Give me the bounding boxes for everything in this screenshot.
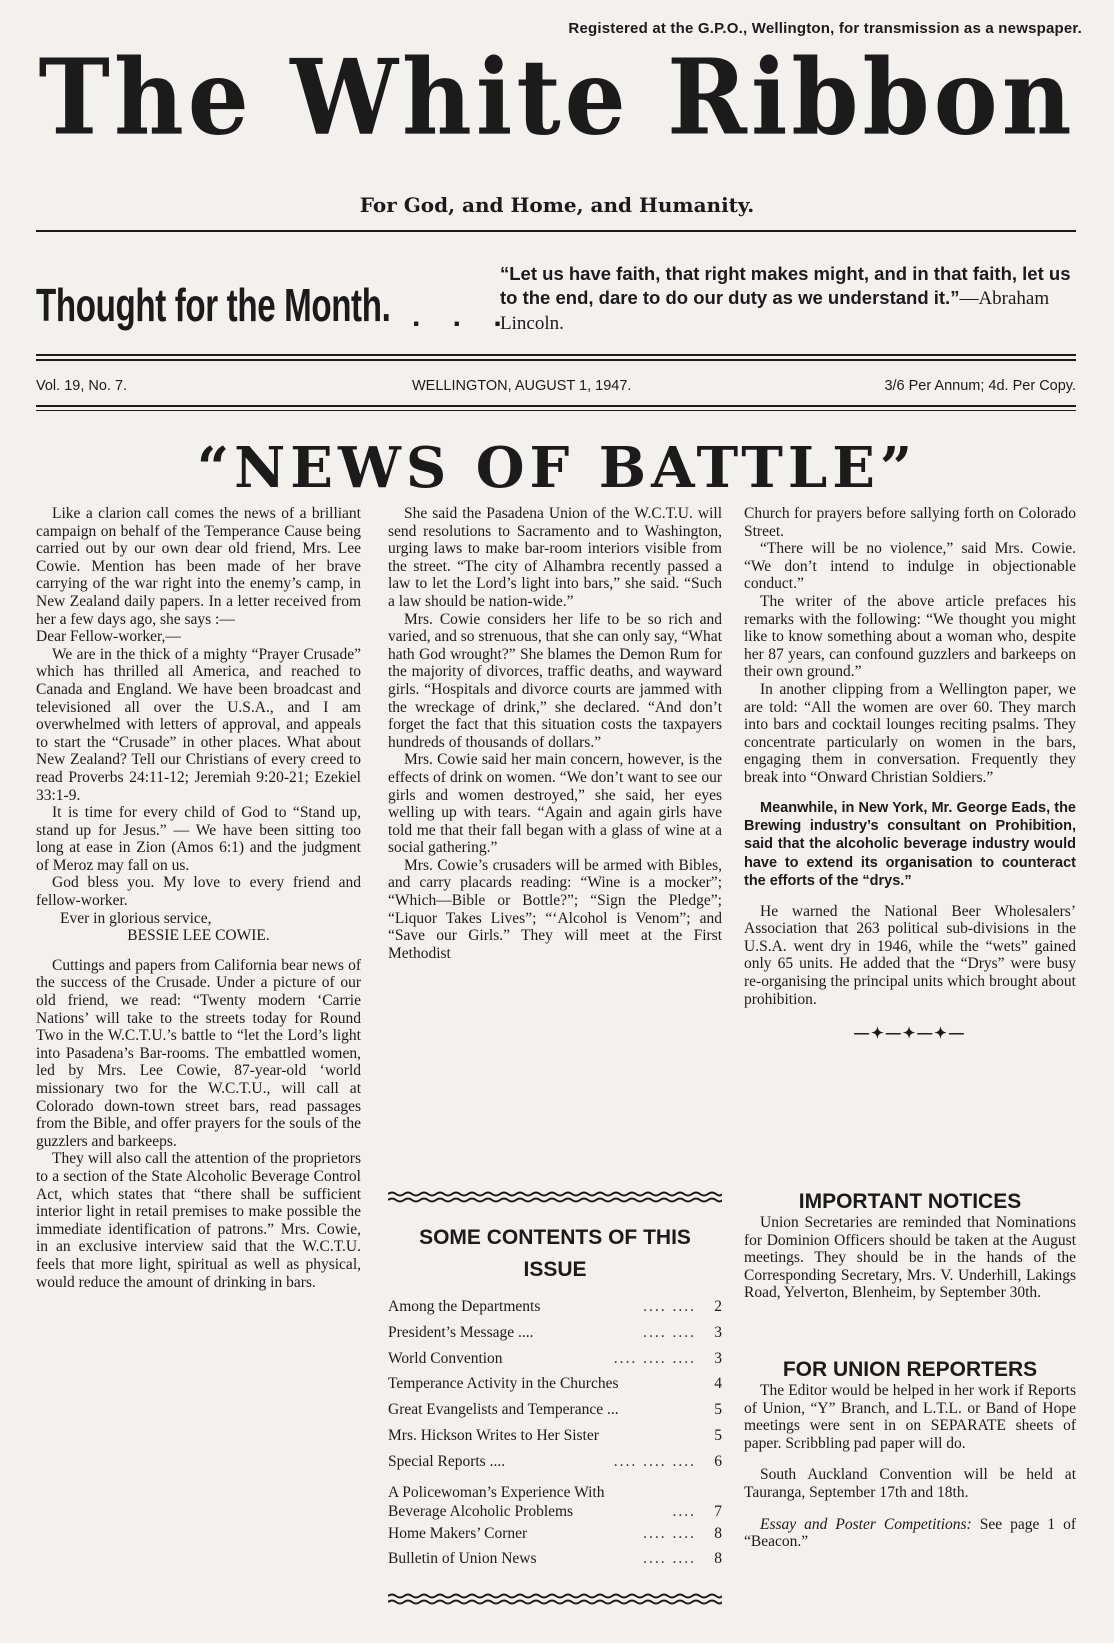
- reporters-text: The Editor would be helped in her work if Reports of Union, “Y” Branch, and L.T.L. or Band of Hope meetings were sent in on SEPARATE sheets of paper. Scribbling pad paper will do.: [744, 1382, 1076, 1452]
- competition-text: See page 1 of “Beacon.”: [744, 1515, 1076, 1551]
- contents-item: Special Reports .... .... .... .... 6: [388, 1452, 722, 1470]
- thought-title: Thought for the Month.: [36, 279, 391, 331]
- bold-paragraph: Meanwhile, in New York, Mr. George Eads, the Brewing industry’s consultant on Prohibition, said that the alcoholic beverage industry would have to extend its organisation to counteract the efforts of the “drys.”: [744, 799, 1076, 890]
- paragraph: Mrs. Cowie said her main concern, however, is the effects of drink on women. “We don’t want to see our girls and women destroyed,” she said, her eyes welling up with tears. “Again and again girls have told me that their fall began with a glass of wine at a social gathering.”: [388, 751, 722, 857]
- paragraph: Cuttings and papers from California bear news of the success of the Crusade. Under a picture of our old friend, we read: “Twenty modern ‘Carrie Nations’ will take to the streets today for Round Two in the W.C.T.U.’s battle to “let the Lord’s light into Pasadena’s Bar-rooms. The embattled women, led by Mrs. Lee Cowie, 87-year-old ‘world missionary two for the W.C.T.U., will call at Colorado down-town street bars, read passages from the Bible, and offer prayers for the souls of the guzzlers and barkeeps.: [36, 956, 361, 1150]
- thought-dots: . . .: [412, 300, 514, 333]
- contents-item: A Policewoman’s Experience With Beverage Alcoholic Problems .... 7: [388, 1483, 722, 1520]
- contents-item: World Convention .... .... .... 3: [388, 1349, 722, 1367]
- article-column-1: [36, 505, 361, 1291]
- ornament-divider: —✦—✦—✦—: [854, 1025, 966, 1043]
- price: 3/6 Per Annum; 4d. Per Copy.: [884, 378, 1076, 394]
- paragraph: Church for prayers before sallying forth on Colorado Street.: [744, 505, 1076, 540]
- contents-item: Home Makers’ Corner .... .... 8: [388, 1524, 722, 1542]
- top-rule: [36, 230, 1076, 232]
- issue-rule-top-1: [36, 354, 1076, 356]
- paragraph: In another clipping from a Wellington paper, we are told: “All the women are over 60. They march into bars and cocktail lounges reciting psalms. They concentrate particularly on women in the bars, engaging them in conversation. Frequently they break into “Onward Christian Soldiers.”: [744, 680, 1076, 786]
- issue-rule-bottom-1: [36, 405, 1076, 407]
- dateline: WELLINGTON, AUGUST 1, 1947.: [412, 378, 632, 394]
- union-reporters: [744, 1358, 1076, 1551]
- quote-attribution: —Abraham Lincoln.: [500, 288, 1050, 334]
- masthead-motto: For God, and Home, and Humanity.: [359, 193, 755, 217]
- letter-closing: Ever in glorious service,: [60, 909, 212, 927]
- paragraph: It is time for every child of God to “Stand up, stand up for Jesus.” — We have been sitting too long at ease in Zion (Amos 6:1) and the judgment of Meroz may fall on us.: [36, 804, 361, 874]
- article-column-3: [744, 505, 1076, 1042]
- article-column-2: [388, 505, 722, 962]
- paragraph: We are in the thick of a mighty “Prayer Crusade” which has thrilled all America, and reached to Canada and England. We have been broadcast and televisioned all over the U.S.A., and I am overwhelmed with letters of approval, and appeals to start the “Crusade” in other places. What about New Zealand? Tell our Christians of every creed to read Proverbs 24:11-12; Jeremiah 9:20-21; Ezekiel 33:1-9.: [36, 645, 361, 804]
- contents-item: Mrs. Hickson Writes to Her Sister 5: [388, 1426, 722, 1444]
- registration-line: Registered at the G.P.O., Wellington, for transmission as a newspaper.: [568, 20, 1082, 37]
- paragraph: She said the Pasadena Union of the W.C.T.U. will send resolutions to Sacramento and to Washington, urging laws to make bar-room interiors visible from the street. “The city of Alhambra recently passed a law to let the Lord’s light into bars,” she said. “Such a law should be nation-wide.”: [388, 505, 722, 610]
- notices-text: Union Secretaries are reminded that Nominations for Dominion Officers should be taken at the August meetings. They should be in the hands of the Corresponding Secretary, Mrs. V. Underhill, Lakings Road, Yelverton, Blenheim, by September 30th.: [744, 1214, 1076, 1302]
- contents-title: SOME CONTENTS OF THIS ISSUE: [419, 1226, 691, 1281]
- paragraph: Like a clarion call comes the news of a brilliant campaign on behalf of the Temperance Cause being carried out by our own dear old friend, Mrs. Lee Cowie. Mention has been made of her brave carrying of the war right into the enemy’s camp, in New Zealand daily papers. In a letter received from her a few days ago, she says :—: [36, 505, 361, 628]
- contents-item: President’s Message .... .... .... 3: [388, 1323, 722, 1341]
- contents-list: [388, 1298, 722, 1576]
- issue-rule-top-2: [36, 359, 1076, 361]
- contents-item: Temperance Activity in the Churches 4: [388, 1375, 722, 1393]
- quote-text: “Let us have faith, that right makes might, and in that faith, let us to the end, dare to do our duty as we understand it.”: [500, 263, 1071, 308]
- main-headline: “NEWS OF BATTLE”: [196, 435, 918, 501]
- important-notices: [744, 1190, 1076, 1302]
- paragraph: Mrs. Cowie’s crusaders will be armed with Bibles, and carry placards reading: “Wine is a mocker”; “Which—Bible or Bottle?”; “Sign the Pledge”; “Liquor Takes Lives”; “‘Alcohol is Venom”; and “Save our Girls.” They will meet at the First Methodist: [388, 856, 722, 962]
- letter-signature: BESSIE LEE COWIE.: [127, 927, 270, 945]
- thought-quote: [500, 262, 1078, 336]
- paragraph: He warned the National Beer Wholesalers’ Association that 263 political sub-divisions in the U.S.A. went dry in 1946, while the “wets” gained only 65 units. He added that the “Drys” were busy re-organising the principal units which brought about prohibition.: [744, 902, 1076, 1008]
- paragraph: They will also call the attention of the proprietors to a section of the State Alcoholic Beverage Control Act, which states that “there shall be sufficient interior light in retail premises to make possible the immediate identification of patrons.” Mrs. Cowie, in an exclusive interview said that the W.C.T.U. feels that more light, spiritual as well as physical, would reduce the amount of drinking in bars.: [36, 1150, 361, 1291]
- masthead-title: The White Ribbon: [38, 36, 1076, 159]
- contents-item: Great Evangelists and Temperance ... 5: [388, 1401, 722, 1419]
- paragraph: Mrs. Cowie considers her life to be so rich and varied, and so strenuous, that she can only say, “What hath God wrought?” She blames the Demon Rum for the majority of divorces, traffic deaths, and wayward girls. “Hospitals and divorce courts are jammed with the wreckage of drink,” she declared. “And don’t forget the fact that this situation costs the taxpayers hundreds of thousands of dollars.”: [388, 610, 722, 751]
- paragraph: The writer of the above article prefaces his remarks with the following: “We thought you might like to know something about a woman who, despite her 87 years, can confound guzzlers and barkeeps on their own ground.”: [744, 592, 1076, 681]
- volume-number: Vol. 19, No. 7.: [36, 378, 128, 394]
- notices-title: IMPORTANT NOTICES: [798, 1190, 1022, 1213]
- convention-notice: South Auckland Convention will be held at Tauranga, September 17th and 18th.: [744, 1466, 1076, 1501]
- wavy-rule-bottom: [388, 1592, 722, 1606]
- paragraph: “There will be no violence,” said Mrs. Cowie. “We don’t intend to indulge in objectionable conduct.”: [744, 540, 1076, 593]
- competition-notice: [744, 1516, 1076, 1551]
- contents-item: Bulletin of Union News .... .... 8: [388, 1550, 722, 1568]
- paragraph: God bless you. My love to every friend and fellow-worker.: [36, 874, 361, 910]
- contents-item: Among the Departments .... .... 2: [388, 1298, 722, 1315]
- issue-rule-bottom-2: [36, 410, 1076, 411]
- reporters-title: FOR UNION REPORTERS: [782, 1358, 1038, 1381]
- competition-label: Essay and Poster Competitions:: [760, 1515, 972, 1533]
- wavy-rule-top: [388, 1190, 722, 1204]
- letter-salutation: Dear Fellow-worker,—: [36, 628, 181, 646]
